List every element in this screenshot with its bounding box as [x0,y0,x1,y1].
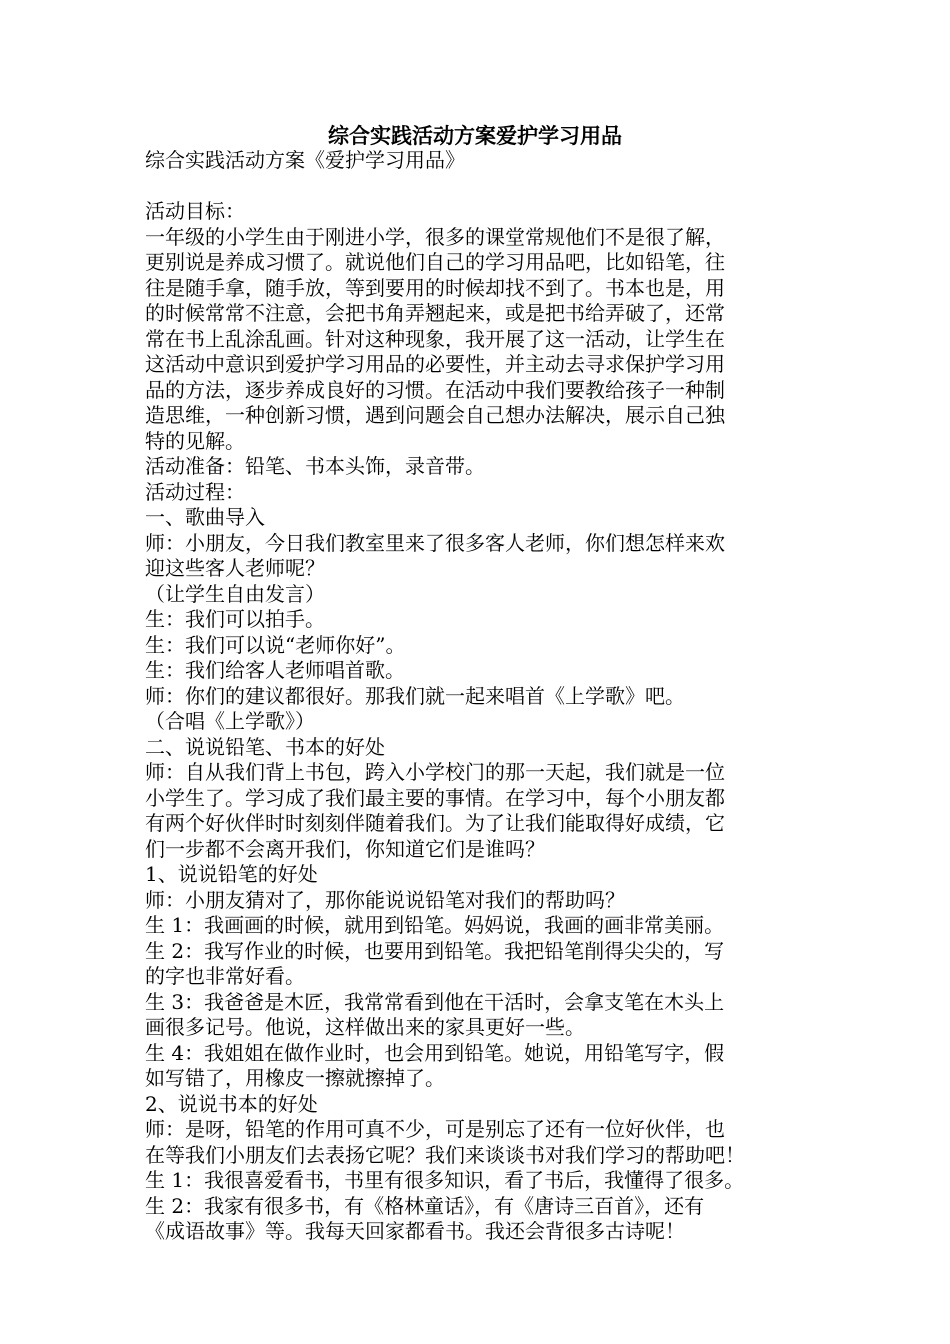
text-line: 画很多记号。他说，这样做出来的家具更好一些。 [145,1015,585,1039]
text-line: 迎这些客人老师呢？ [145,556,325,580]
text-line: （合唱《上学歌》） [145,709,315,733]
text-line: 一年级的小学生由于刚进小学，很多的课堂常规他们不是很了解， [145,224,725,249]
text-line: 小学生了。学习成了我们最主要的事情。在学习中，每个小朋友都 [145,785,725,810]
text-line: 生 3：我爸爸是木匠，我常常看到他在干活时，会拿支笔在木头上 [145,989,725,1014]
text-line: 2、说说书本的好处 [145,1091,318,1116]
text-line: 生 1：我很喜爱看书，书里有很多知识，看了书后，我懂得了很多。 [145,1168,745,1192]
text-line: 一、歌曲导入 [145,505,265,529]
text-line: 师：小朋友，今日我们教室里来了很多客人老师，你们想怎样来欢 [145,530,725,555]
text-line: 活动目标： [145,199,245,223]
text-line: 活动准备：铅笔、书本头饰，录音带。 [145,454,485,478]
text-line: 往是随手拿，随手放，等到要用的时候却找不到了。书本也是，用 [145,275,725,300]
text-line: 生 4：我姐姐在做作业时，也会用到铅笔。她说，用铅笔写字，假 [145,1040,725,1065]
blank-line [145,174,805,200]
document-body [145,148,805,1245]
text-line: 的字也非常好看。 [145,964,305,988]
text-line: 特的见解。 [145,428,245,453]
text-line: 生 1：我画画的时候，就用到铅笔。妈妈说，我画的画非常美丽。 [145,913,725,937]
text-line: 师：你们的建议都很好。那我们就一起来唱首《上学歌》吧。 [145,683,685,708]
text-line: 1、说说铅笔的好处 [145,862,318,886]
text-line: 更别说是养成习惯了。就说他们自己的学习用品吧，比如铅笔，往 [145,250,725,274]
text-line: 的时候常常不注意，会把书角弄翘起来，或是把书给弄破了，还常 [145,301,725,325]
document-title: 综合实践活动方案爱护学习用品 [328,123,622,148]
text-line: 有两个好伙伴时时刻刻伴随着我们。为了让我们能取得好成绩，它 [145,811,725,835]
text-line: 生 2：我写作业的时候，也要用到铅笔。我把铅笔削得尖尖的，写 [145,938,725,963]
text-line: 师：是呀，铅笔的作用可真不少，可是别忘了还有一位好伙伴，也 [145,1117,725,1141]
text-line: 生：我们可以拍手。 [145,607,325,631]
text-line: 二、说说铅笔、书本的好处 [145,734,385,759]
text-line: 们一步都不会离开我们，你知道它们是谁吗？ [145,836,545,861]
text-line: 生：我们可以说“老师你好”。 [145,632,406,657]
text-line: 这活动中意识到爱护学习用品的必要性，并主动去寻求保护学习用 [145,352,725,376]
text-line: 综合实践活动方案《爱护学习用品》 [145,148,465,172]
text-line: 活动过程： [145,479,245,504]
text-line: 造思维，一种创新习惯，遇到问题会自己想办法解决，展示自己独 [145,403,725,427]
text-line: 如写错了，用橡皮一擦就擦掉了。 [145,1066,445,1090]
text-line: 常在书上乱涂乱画。针对这种现象，我开展了这一活动，让学生在 [145,326,725,351]
text-line: 生：我们给客人老师唱首歌。 [145,658,405,682]
text-line: 师：小朋友猜对了，那你能说说铅笔对我们的帮助吗？ [145,887,625,912]
text-line: 品的方法，逐步养成良好的习惯。在活动中我们要教给孩子一种制 [145,377,725,402]
text-line: 在等我们小朋友们去表扬它呢？我们来谈谈书对我们学习的帮助吧！ [145,1142,745,1167]
text-line: 师：自从我们背上书包，跨入小学校门的那一天起，我们就是一位 [145,760,725,784]
text-line: 生 2：我家有很多书，有《格林童话》，有《唐诗三百首》，还有 [145,1193,705,1218]
text-line: （让学生自由发言） [145,581,325,606]
text-line: 《成语故事》等。我每天回家都看书。我还会背很多古诗呢！ [145,1219,685,1243]
